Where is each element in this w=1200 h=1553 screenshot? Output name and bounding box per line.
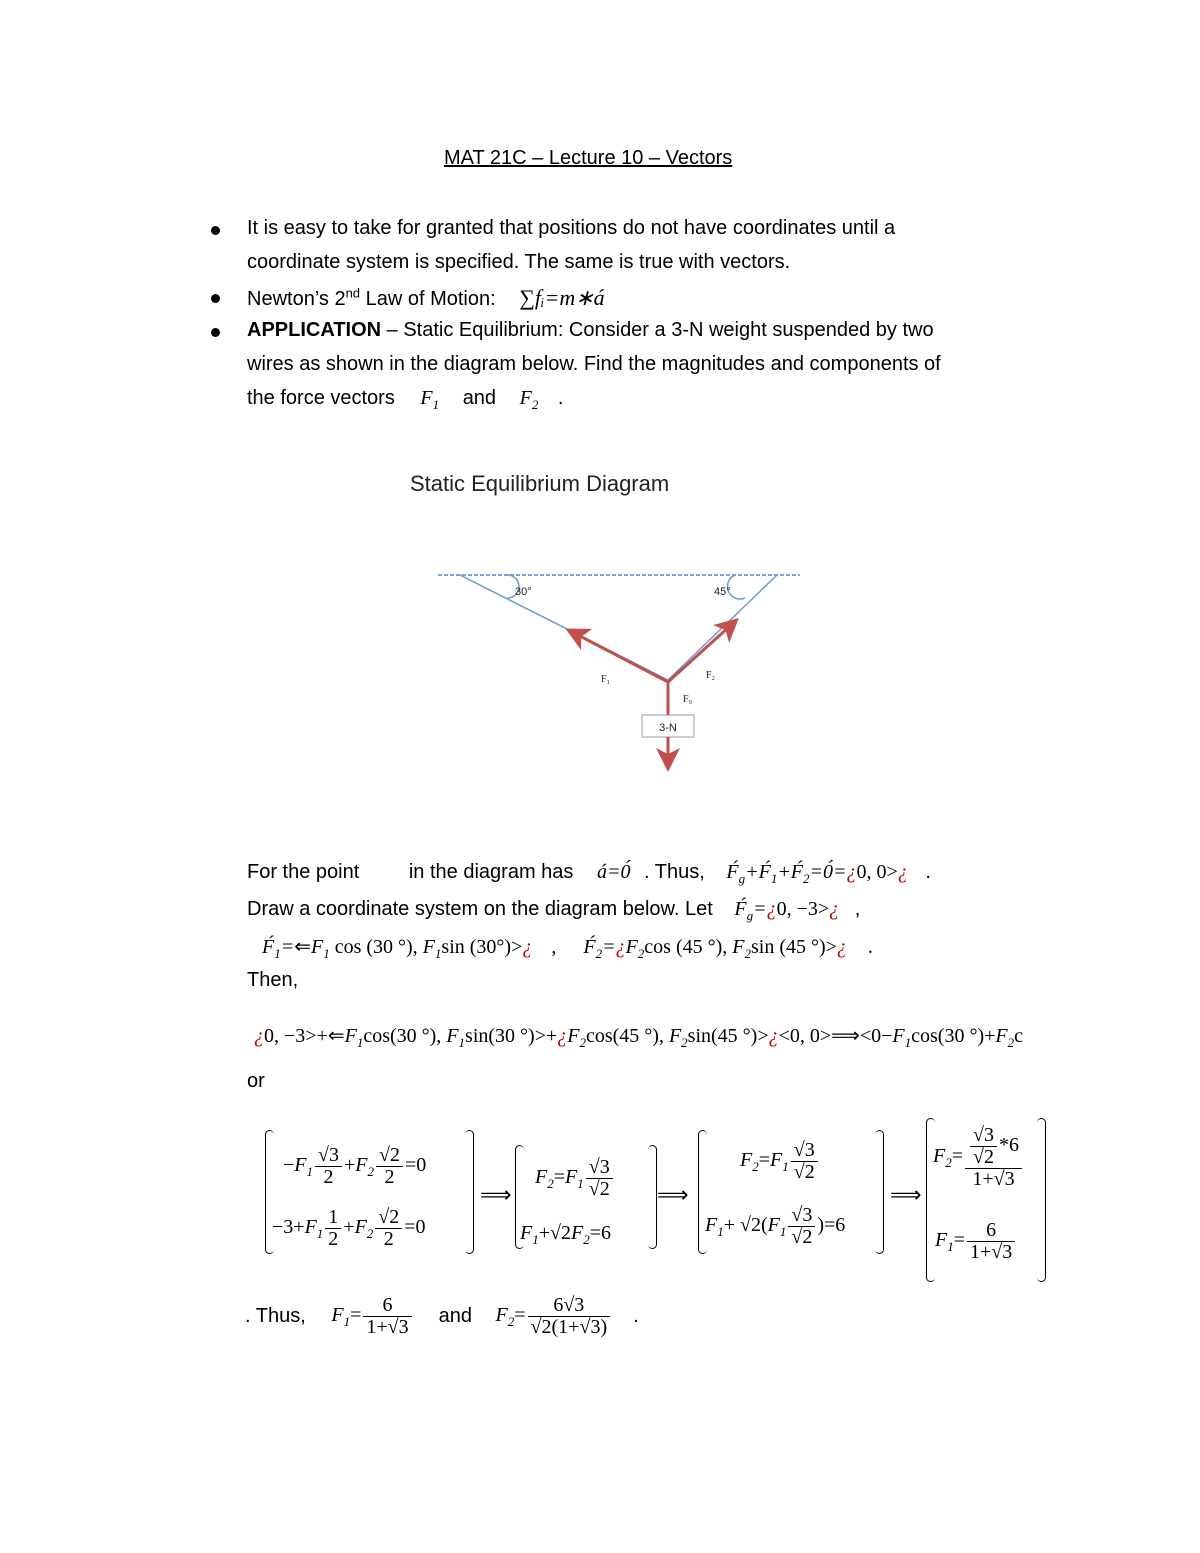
application-and: and	[462, 387, 497, 409]
body-line-1: For the point in the diagram has á=0́ . Thus, $F́_g+F́_1+F́_2=0́=¿0$, 0>¿ .	[247, 861, 931, 886]
newton-sup: nd	[345, 285, 361, 301]
conclusion-thus: . Thus,	[245, 1305, 306, 1327]
vector-f1-arrow	[576, 634, 668, 682]
application-label: APPLICATION	[247, 319, 382, 341]
body-line-1-b: in the diagram has	[408, 861, 574, 883]
body-line-1-c: . Thus,	[644, 861, 705, 883]
bullet-dot	[211, 226, 220, 235]
application-text-3: the force vectors	[247, 387, 395, 409]
vec-label-f2: F₂	[706, 670, 716, 681]
angle-label-right: 45°	[714, 586, 731, 598]
conclusion-line: . Thus, $F_1=$ $\frac{6}{1+√3}$ and $F_2=$ $\frac{6√3}{√2(1+√3)}$ .	[245, 1294, 639, 1338]
weight-label: 3-N	[659, 722, 677, 734]
conclusion-and: and	[438, 1305, 472, 1327]
application-text: – Static Equilibrium: Consider a 3-N weight suspended by two	[381, 319, 934, 341]
vec-label-f1: F₁	[601, 674, 611, 685]
newton-suffix: Law of Motion:	[360, 288, 496, 310]
angle-label-left: 30°	[515, 586, 532, 598]
or-label: or	[247, 1070, 265, 1092]
system-2-eq-1: $F_2=F_1$ $\frac{√3}{√2}$	[535, 1157, 615, 1200]
then-label: Then,	[247, 969, 299, 991]
body-line-2-text: Draw a coordinate system on the diagram below. Let	[247, 898, 713, 920]
bullet-dot	[211, 294, 220, 303]
expanded-equation: ¿0, $-3>+⇐F_1\cos(30$ °), $F_1\sin(30$ $^\circ)>+¿F_2\cos(45$ °), $F_2\sin(45$ °)>¿<0, $0>⟹<0-F_1\cos(30$ $^\circ)+F_2c$	[254, 1025, 1023, 1050]
page-title: MAT 21C – Lecture 10 – Vectors	[444, 147, 733, 169]
body-line-3: $F́_1=⇐F_1$ cos (30 °), $F_1\sin$ (30°)>¿ , $F́_2=¿F_2\cos$ (45 °), $F_2\sin$ (45 °)>¿ .	[262, 936, 873, 961]
diagram-title: Static Equilibrium Diagram	[410, 471, 670, 496]
static-equilibrium-diagram	[430, 560, 810, 775]
vec-label-fg: F₉	[683, 694, 693, 705]
body-line-2: Draw a coordinate system on the diagram below. Let $F́_g=¿0$, −3>¿ ,	[247, 898, 861, 923]
bullet-1-line-2: coordinate system is specified. The same is true with vectors.	[247, 251, 791, 273]
application-line-3: the force vectors $F_1$ and $F_2$ .	[247, 387, 564, 412]
body-line-1-a: For the point	[247, 861, 360, 883]
newton-prefix: Newton’s 2	[247, 288, 346, 310]
newton-formula: ∑fᵢ=m∗á	[519, 285, 605, 310]
system-4-eq-1: $F_2=$ $\frac{√3}{√2}$ *6 1+√3	[933, 1125, 1024, 1190]
system-4-eq-2: $F_1=$ $\frac{6}{1+√3}$	[935, 1220, 1017, 1263]
newton-law-line	[247, 285, 605, 311]
system-3-eq-2: $F_1+ √2(F_1$ $\frac{√3}{√2}$ )=6	[705, 1204, 846, 1248]
system-1-eq-2: $-3+F_1$ $\frac{1}{2}$ $+F_2$ $\frac{√2}{2}$ =0	[272, 1206, 426, 1250]
system-2-eq-2: $F_1+√2F_2=6$	[520, 1222, 611, 1247]
system-3-eq-1: $F_2=F_1$ $\frac{√3}{√2}$	[740, 1140, 820, 1183]
application-line-1	[247, 319, 934, 342]
bullet-1-line-1: It is easy to take for granted that positions do not have coordinates until a	[247, 217, 896, 239]
bullet-dot	[211, 328, 220, 337]
system-1-eq-1: $-F_1$ $\frac{√3}{2}$ $+F_2$ $\frac{√2}{2}$ =0	[283, 1144, 427, 1188]
application-line-2: wires as shown in the diagram below. Find the magnitudes and components of	[247, 353, 941, 375]
vector-f2-arrow	[668, 626, 730, 682]
